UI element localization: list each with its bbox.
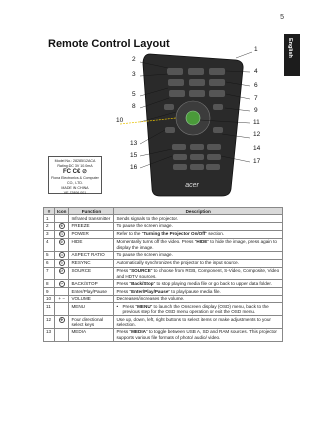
callout-6: 6 — [254, 82, 258, 89]
callout-13: 13 — [130, 140, 138, 147]
row-description: Momentarily turns off the video. Press "HIDE" to hide the image, press again to display the image. — [114, 238, 283, 251]
callout-7: 7 — [254, 95, 258, 102]
row-function: MEDIA — [69, 328, 114, 341]
table-row — [44, 215, 283, 222]
row-function: Infrared transmitter — [69, 215, 114, 222]
row-num: 3 — [44, 230, 55, 238]
menu-icon — [55, 303, 69, 316]
table-row — [44, 267, 283, 280]
callout-15: 15 — [130, 152, 138, 159]
power-icon: ⏻ — [55, 230, 69, 238]
row-icon — [55, 215, 69, 222]
row-function: RESYNC — [69, 259, 114, 267]
row-description: Decreases/increases the volume. — [114, 295, 283, 302]
row-function: VOLUME — [69, 295, 114, 302]
table-row — [44, 288, 283, 295]
callout-2: 2 — [132, 56, 136, 63]
callout-5: 5 — [132, 91, 136, 98]
table-row — [44, 259, 283, 267]
svg-text:acer: acer — [185, 182, 199, 189]
callout-8: 8 — [132, 103, 136, 110]
section-title: Remote Control Layout — [48, 38, 170, 50]
row-description: Press "Enter/Play/Pause" to play/pause media file. — [114, 288, 283, 295]
media-icon — [55, 328, 69, 341]
callout-3: 3 — [132, 71, 136, 78]
row-function: ASPECT RATIO — [69, 251, 114, 259]
language-tab-label: English — [287, 38, 293, 58]
row-num: 1 — [44, 215, 55, 222]
row-description: Refer to the "Turning the Projector On/Off" section. — [114, 230, 283, 238]
row-num: 12 — [44, 316, 55, 329]
header-description: Description — [114, 208, 283, 215]
volume-icon: + − — [55, 295, 69, 302]
callout-9: 9 — [254, 107, 258, 114]
table-header-row — [44, 208, 283, 215]
row-function: BACK/STOP — [69, 280, 114, 288]
aspect-ratio-icon: ▭ — [55, 251, 69, 259]
row-function: HIDE — [69, 238, 114, 251]
row-num: 2 — [44, 222, 55, 230]
table-row — [44, 303, 283, 316]
label-model: Model No.: 28285/12ACA — [54, 159, 96, 163]
page-number: 5 — [280, 14, 284, 21]
label-maker: Fiona Electronics & Computer CO., LTD. — [51, 176, 99, 185]
row-num: 8 — [44, 280, 55, 288]
row-function: FREEZE — [69, 222, 114, 230]
header-icon: Icon — [55, 208, 69, 215]
table-row — [44, 316, 283, 329]
callout-12: 12 — [253, 131, 261, 138]
row-function: MENU — [69, 303, 114, 316]
row-function: SOURCE — [69, 267, 114, 280]
function-table — [43, 207, 283, 342]
row-num: 6 — [44, 259, 55, 267]
row-description: Sends signals to the projector. — [114, 215, 283, 222]
row-num: 5 — [44, 251, 55, 259]
label-origin: MADE IN CHINA — [61, 186, 89, 190]
source-icon: ⇄ — [55, 267, 69, 280]
hide-icon: ⊘ — [55, 238, 69, 251]
table-row — [44, 230, 283, 238]
certification-icons: FC C€ ⊘ — [62, 169, 88, 175]
row-num: 13 — [44, 328, 55, 341]
table-row — [44, 280, 283, 288]
table-row — [44, 251, 283, 259]
row-function: Four directional select keys — [69, 316, 114, 329]
callout-4: 4 — [254, 68, 258, 75]
table-row — [44, 222, 283, 230]
callout-10: 10 — [116, 117, 124, 124]
enter-icon — [55, 288, 69, 295]
row-description: Use up, down, left, right buttons to select items or make adjustments to your selection. — [114, 316, 283, 329]
row-num: 9 — [44, 288, 55, 295]
label-rating: Rating:DC 3V 10.0mA — [57, 164, 93, 168]
row-num: 10 — [44, 295, 55, 302]
table-row — [44, 295, 283, 302]
callout-11: 11 — [253, 119, 260, 126]
row-description: Automatically synchronizes the projector to the input source. — [114, 259, 283, 267]
callout-1: 1 — [254, 46, 258, 53]
header-function: Function — [69, 208, 114, 215]
directional-keys-icon: ✥ — [55, 316, 69, 329]
row-description: Press "SOURCE" to choose from RGB, Component, S-Video, Composite, Video and HDTV sources. — [114, 267, 283, 280]
row-description: To pause the screen image. — [114, 251, 283, 259]
remote-figure — [0, 46, 300, 204]
row-description: To pause the screen image. — [114, 222, 283, 230]
back-stop-icon: ↩ — [55, 280, 69, 288]
row-num: 7 — [44, 267, 55, 280]
row-num: 4 — [44, 238, 55, 251]
table-row — [44, 238, 283, 251]
row-num: 11 — [44, 303, 55, 316]
row-description: Press "Back/Stop" to stop playing media file or go back to upper data folder. — [114, 280, 283, 288]
callout-17: 17 — [253, 158, 261, 165]
row-function: POWER — [69, 230, 114, 238]
row-description: • Press "MENU" to launch the Onscreen display (OSD) menu, back to the previous step for the OSD menu operation or exit the OSD menu. — [114, 303, 283, 316]
row-function: Enter/Play/Pause — [69, 288, 114, 295]
freeze-icon: ❄ — [55, 222, 69, 230]
row-description: Press "MEDIA" to toggle between USB A, SD and RAM sources. This projector supports various file formats of photo/ audio/ video. — [114, 328, 283, 341]
table-row — [44, 328, 283, 341]
product-label — [48, 156, 102, 194]
resync-icon: ↻ — [55, 259, 69, 267]
header-num: # — [44, 208, 55, 215]
callout-14: 14 — [253, 145, 261, 152]
label-code: VE.J2806.001 — [63, 191, 87, 195]
callout-16: 16 — [130, 164, 138, 171]
